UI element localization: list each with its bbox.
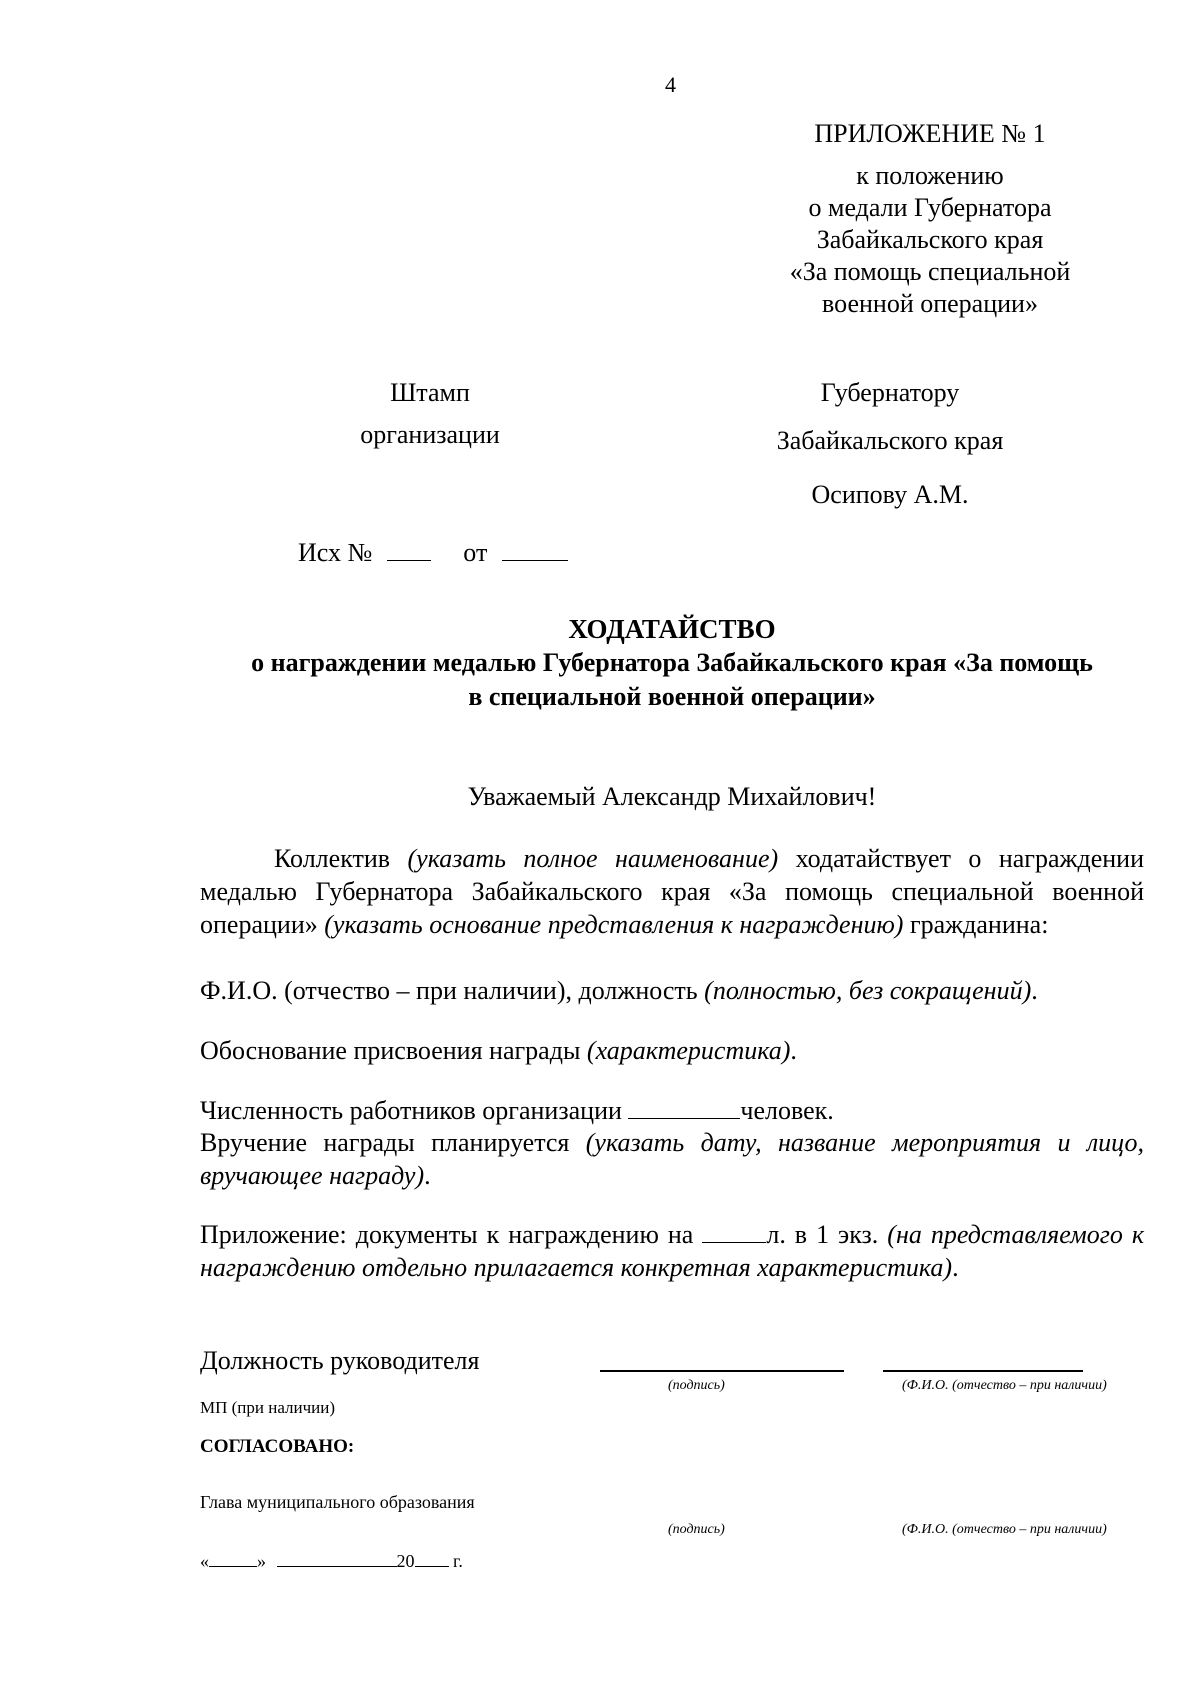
award-text: Вручение награды планируется xyxy=(200,1128,586,1157)
para1-note: (указать основание представления к награждению) xyxy=(324,910,904,939)
greeting: Уважаемый Александр Михайлович! xyxy=(467,782,877,811)
appendix-line: «За помощь специальной xyxy=(789,257,1071,286)
attachment-text: . xyxy=(952,1253,959,1282)
fio-note: (полностью, без сокращений) xyxy=(704,976,1032,1005)
outgoing-number-blank xyxy=(387,540,431,561)
date-close-quote: » xyxy=(257,1551,266,1571)
signature-position: Должность руководителя xyxy=(200,1346,480,1375)
attachment-text: Приложение: документы к награждению на xyxy=(200,1220,703,1249)
name-line xyxy=(883,1370,1083,1372)
approval-signature-caption: (подпись) xyxy=(668,1522,725,1537)
para1-text: Коллектив xyxy=(274,844,408,873)
attachment-note: (на представляемого к награждению отдельно прилагается конкретная характеристика) xyxy=(200,1220,1144,1282)
award-text: . xyxy=(424,1161,431,1190)
employees-text: Численность работников организации xyxy=(200,1096,629,1125)
justification-text: . xyxy=(790,1036,797,1065)
outgoing-date-blank xyxy=(502,540,568,561)
employees-line xyxy=(200,1094,1144,1127)
attachment-paragraph xyxy=(200,1218,1144,1284)
appendix-line: к положению xyxy=(856,161,1004,190)
outgoing-number xyxy=(298,538,568,568)
approval-title: СОГЛАСОВАНО: xyxy=(200,1436,355,1457)
para1-note: (указать полное наименование) xyxy=(407,844,779,873)
document-subtitle-line-2: в специальной военной операции» xyxy=(468,682,876,711)
justification-text: Обоснование присвоения награды xyxy=(200,1036,587,1065)
date-open-quote: « xyxy=(200,1551,209,1571)
para1-text: гражданина: xyxy=(903,910,1049,939)
date-month-blank xyxy=(277,1550,397,1567)
attachment-text: л. в 1 экз. xyxy=(766,1220,888,1249)
appendix-line: Забайкальского края xyxy=(816,225,1044,254)
approval-name-caption: (Ф.И.О. (отчество – при наличии) xyxy=(902,1522,1107,1537)
document-subtitle-line-1: о награждении медалью Губернатора Забайкальского края «За помощь xyxy=(251,648,1093,677)
appendix-title: ПРИЛОЖЕНИЕ № 1 xyxy=(814,119,1046,148)
appendix-line: военной операции» xyxy=(822,289,1038,318)
stamp-line-2: организации xyxy=(360,420,500,449)
date-day-blank xyxy=(209,1550,257,1567)
page-number: 4 xyxy=(665,72,676,97)
award-note: (указать дату, название мероприятия и лицо, вручающее награду) xyxy=(200,1128,1144,1190)
petition-paragraph xyxy=(200,842,1144,941)
signature-caption: (подпись) xyxy=(668,1378,725,1393)
name-caption: (Ф.И.О. (отчество – при наличии) xyxy=(902,1378,1107,1393)
approval-date xyxy=(200,1550,463,1572)
approval-head: Глава муниципального образования xyxy=(200,1492,475,1512)
appendix-lines xyxy=(760,160,1100,320)
addressee-line-2: Забайкальского края xyxy=(776,426,1004,455)
fio-line xyxy=(200,974,1144,1007)
attachment-pages-blank xyxy=(702,1222,766,1243)
award-paragraph xyxy=(200,1126,1144,1192)
justification-note: (характеристика) xyxy=(586,1036,791,1065)
date-year: 20 xyxy=(396,1551,415,1571)
appendix-block xyxy=(760,118,1100,320)
fio-text: Ф.И.О. (отчество – при наличии), должность xyxy=(200,976,705,1005)
date-suffix: г. xyxy=(453,1551,463,1571)
outgoing-prefix: Исх № xyxy=(298,538,373,567)
document-title: ХОДАТАЙСТВО xyxy=(568,614,776,644)
fio-text: . xyxy=(1031,976,1038,1005)
addressee-line-3: Осипову А.М. xyxy=(811,480,969,509)
employees-count-blank xyxy=(628,1098,740,1119)
para1-text: ходатайствует о награждении медалью Губернатора Забайкальского края «За помощь специальной военной операции» xyxy=(200,844,1144,939)
stamp-line-1: Штамп xyxy=(390,378,470,407)
addressee-line-1: Губернатору xyxy=(820,378,960,407)
signature-line xyxy=(600,1370,844,1372)
date-year-blank xyxy=(415,1550,449,1567)
employees-text: человек. xyxy=(740,1096,834,1125)
stamp-note: МП (при наличии) xyxy=(200,1398,336,1417)
justification-line xyxy=(200,1034,1144,1067)
appendix-line: о медали Губернатора xyxy=(808,193,1052,222)
outgoing-from: от xyxy=(463,538,488,567)
